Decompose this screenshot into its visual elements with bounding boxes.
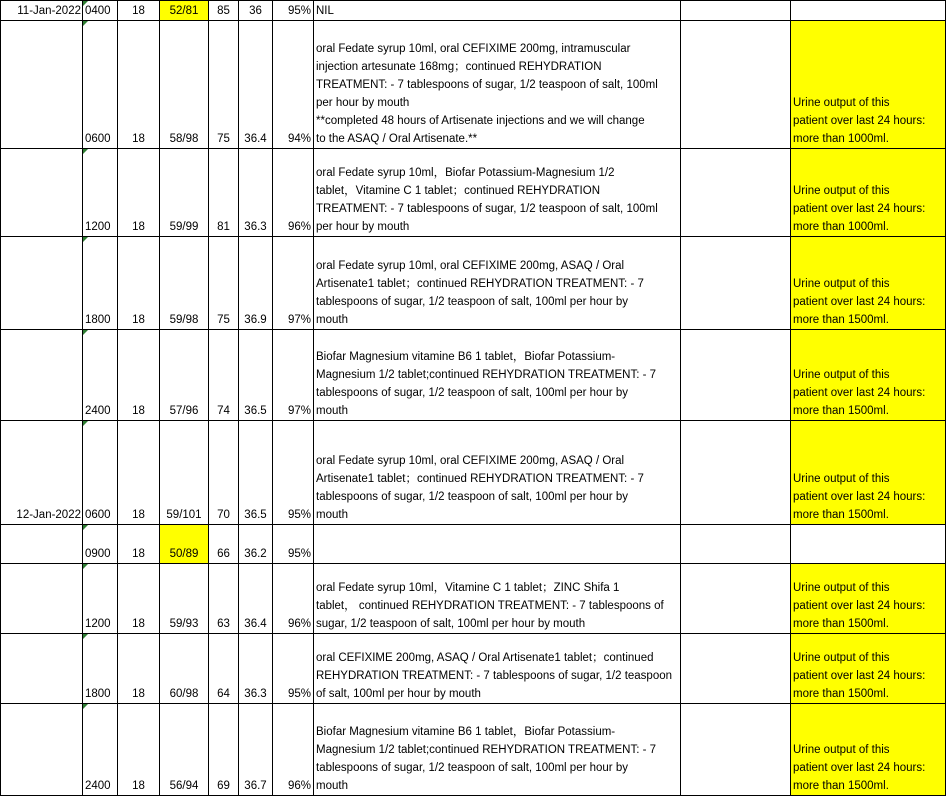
blood-pressure-cell[interactable]: 59/93 <box>160 564 209 634</box>
time-cell[interactable]: 1800 <box>83 237 118 330</box>
date-cell[interactable] <box>1 525 83 564</box>
error-indicator-icon <box>83 149 88 154</box>
medication-cell[interactable] <box>314 525 681 564</box>
blood-pressure-cell[interactable]: 59/101 <box>160 421 209 525</box>
heart-rate-cell[interactable]: 85 <box>209 1 239 21</box>
blood-pressure-cell[interactable]: 58/98 <box>160 21 209 149</box>
error-indicator-icon <box>83 21 88 26</box>
oxygen-saturation-cell[interactable]: 96% <box>273 149 314 237</box>
date-cell[interactable]: 12-Jan-2022 <box>1 421 83 525</box>
blood-pressure-cell[interactable]: 52/81 <box>160 1 209 21</box>
respiratory-rate-cell[interactable]: 18 <box>118 421 160 525</box>
heart-rate-cell[interactable]: 75 <box>209 237 239 330</box>
date-cell[interactable] <box>1 21 83 149</box>
empty-cell[interactable] <box>681 421 791 525</box>
time-cell[interactable]: 0900 <box>83 525 118 564</box>
respiratory-rate-cell[interactable]: 18 <box>118 564 160 634</box>
date-cell[interactable]: 11-Jan-2022 <box>1 1 83 21</box>
respiratory-rate-cell[interactable]: 18 <box>118 149 160 237</box>
table-row <box>1 704 946 796</box>
empty-cell[interactable] <box>681 564 791 634</box>
error-indicator-icon <box>83 525 88 530</box>
oxygen-saturation-cell[interactable]: 95% <box>273 1 314 21</box>
temperature-cell[interactable]: 36.2 <box>239 525 273 564</box>
time-cell[interactable]: 1800 <box>83 634 118 704</box>
respiratory-rate-cell[interactable]: 18 <box>118 704 160 796</box>
time-cell[interactable]: 1200 <box>83 564 118 634</box>
oxygen-saturation-cell[interactable]: 96% <box>273 564 314 634</box>
blood-pressure-cell[interactable]: 60/98 <box>160 634 209 704</box>
empty-cell[interactable] <box>681 149 791 237</box>
time-cell[interactable]: 0600 <box>83 421 118 525</box>
heart-rate-cell[interactable]: 81 <box>209 149 239 237</box>
date-cell[interactable] <box>1 237 83 330</box>
respiratory-rate-cell[interactable]: 18 <box>118 237 160 330</box>
urine-output-cell[interactable]: Urine output of this patient over last 24 hours: more than 1000ml. <box>791 149 946 237</box>
medication-cell[interactable]: oral Fedate syrup 10ml, oral CEFIXIME 200mg, ASAQ / Oral Artisenate1 tablet；continued REHYDRATION TREATMENT: - 7 tablespoons of sugar, 1/2 teaspoon of salt, 100ml per hour by mouth <box>314 421 681 525</box>
table-row <box>1 634 946 704</box>
error-indicator-icon <box>83 421 88 426</box>
time-cell[interactable]: 1200 <box>83 149 118 237</box>
vitals-table-body <box>1 1 946 796</box>
medication-cell[interactable]: oral Fedate syrup 10ml，Vitamine C 1 tablet；ZINC Shifa 1 tablet， continued REHYDRATION TREATMENT: - 7 tablespoons of sugar, 1/2 teaspoon of salt, 100ml per hour by mouth <box>314 564 681 634</box>
urine-output-cell[interactable] <box>791 1 946 21</box>
date-cell[interactable] <box>1 564 83 634</box>
urine-output-cell[interactable]: Urine output of this patient over last 24 hours: more than 1500ml. <box>791 421 946 525</box>
table-row <box>1 564 946 634</box>
empty-cell[interactable] <box>681 1 791 21</box>
temperature-cell[interactable]: 36.4 <box>239 21 273 149</box>
heart-rate-cell[interactable]: 66 <box>209 525 239 564</box>
oxygen-saturation-cell[interactable]: 97% <box>273 330 314 421</box>
date-cell[interactable] <box>1 704 83 796</box>
urine-output-cell[interactable] <box>791 525 946 564</box>
empty-cell[interactable] <box>681 525 791 564</box>
urine-output-cell[interactable]: Urine output of this patient over last 24 hours: more than 1500ml. <box>791 704 946 796</box>
blood-pressure-cell[interactable]: 59/99 <box>160 149 209 237</box>
error-indicator-icon <box>83 330 88 335</box>
table-row <box>1 21 946 149</box>
heart-rate-cell[interactable]: 69 <box>209 704 239 796</box>
date-cell[interactable] <box>1 330 83 421</box>
heart-rate-cell[interactable]: 74 <box>209 330 239 421</box>
medication-cell[interactable]: oral CEFIXIME 200mg, ASAQ / Oral Artisenate1 tablet；continued REHYDRATION TREATMENT: - 7 tablespoons of sugar, 1/2 teaspoon of salt, 100ml per hour by mouth <box>314 634 681 704</box>
table-row <box>1 525 946 564</box>
time-cell[interactable]: 2400 <box>83 330 118 421</box>
table-row <box>1 421 946 525</box>
oxygen-saturation-cell[interactable]: 95% <box>273 634 314 704</box>
temperature-cell[interactable]: 36.4 <box>239 564 273 634</box>
empty-cell[interactable] <box>681 330 791 421</box>
error-indicator-icon <box>83 704 88 709</box>
time-cell[interactable]: 2400 <box>83 704 118 796</box>
empty-cell[interactable] <box>681 634 791 704</box>
empty-cell[interactable] <box>681 237 791 330</box>
table-row <box>1 237 946 330</box>
empty-cell[interactable] <box>681 21 791 149</box>
heart-rate-cell[interactable]: 63 <box>209 564 239 634</box>
temperature-cell[interactable]: 36 <box>239 1 273 21</box>
error-indicator-icon <box>83 237 88 242</box>
blood-pressure-cell[interactable]: 50/89 <box>160 525 209 564</box>
time-cell[interactable]: 0600 <box>83 21 118 149</box>
blood-pressure-cell[interactable]: 59/98 <box>160 237 209 330</box>
temperature-cell[interactable]: 36.5 <box>239 330 273 421</box>
respiratory-rate-cell[interactable]: 18 <box>118 21 160 149</box>
temperature-cell[interactable]: 36.9 <box>239 237 273 330</box>
oxygen-saturation-cell[interactable]: 95% <box>273 421 314 525</box>
medication-cell[interactable]: oral Fedate syrup 10ml, oral CEFIXIME 200mg, ASAQ / Oral Artisenate1 tablet；continued REHYDRATION TREATMENT: - 7 tablespoons of sugar, 1/2 teaspoon of salt, 100ml per hour by mouth <box>314 237 681 330</box>
heart-rate-cell[interactable]: 64 <box>209 634 239 704</box>
temperature-cell[interactable]: 36.3 <box>239 634 273 704</box>
medication-cell[interactable]: NIL <box>314 1 681 21</box>
urine-output-cell[interactable]: Urine output of this patient over last 24 hours: more than 1500ml. <box>791 634 946 704</box>
blood-pressure-cell[interactable]: 56/94 <box>160 704 209 796</box>
date-cell[interactable] <box>1 634 83 704</box>
table-row <box>1 149 946 237</box>
medication-cell[interactable]: oral Fedate syrup 10ml, oral CEFIXIME 200mg, intramuscular injection artesunate 168mg；continued REHYDRATION TREATMENT: - 7 tablespoons of sugar, 1/2 teaspoon of salt, 100ml per hour by mouth **completed 48 hours of Artisenate injections and we will change to the ASAQ / Oral Artisenate.** <box>314 21 681 149</box>
blood-pressure-cell[interactable]: 57/96 <box>160 330 209 421</box>
table-row <box>1 1 946 21</box>
oxygen-saturation-cell[interactable]: 97% <box>273 237 314 330</box>
medication-cell[interactable]: oral Fedate syrup 10ml，Biofar Potassium-Magnesium 1/2 tablet，Vitamine C 1 tablet；continued REHYDRATION TREATMENT: - 7 tablespoons of sugar, 1/2 teaspoon of salt, 100ml per hour by mouth <box>314 149 681 237</box>
urine-output-cell[interactable]: Urine output of this patient over last 24 hours: more than 1500ml. <box>791 564 946 634</box>
medication-cell[interactable]: Biofar Magnesium vitamine B6 1 tablet，Biofar Potassium- Magnesium 1/2 tablet;continued REHYDRATION TREATMENT: - 7 tablespoons of sugar, 1/2 teaspoon of salt, 100ml per hour by mouth <box>314 330 681 421</box>
respiratory-rate-cell[interactable]: 18 <box>118 1 160 21</box>
heart-rate-cell[interactable]: 70 <box>209 421 239 525</box>
oxygen-saturation-cell[interactable]: 95% <box>273 525 314 564</box>
error-indicator-icon <box>83 634 88 639</box>
time-cell[interactable]: 0400 <box>83 1 118 21</box>
temperature-cell[interactable]: 36.5 <box>239 421 273 525</box>
respiratory-rate-cell[interactable]: 18 <box>118 634 160 704</box>
empty-cell[interactable] <box>681 704 791 796</box>
oxygen-saturation-cell[interactable]: 94% <box>273 21 314 149</box>
heart-rate-cell[interactable]: 75 <box>209 21 239 149</box>
medication-cell[interactable]: Biofar Magnesium vitamine B6 1 tablet，Biofar Potassium- Magnesium 1/2 tablet;continued REHYDRATION TREATMENT: - 7 tablespoons of sugar, 1/2 teaspoon of salt, 100ml per hour by mouth <box>314 704 681 796</box>
temperature-cell[interactable]: 36.3 <box>239 149 273 237</box>
error-indicator-icon <box>83 564 88 569</box>
respiratory-rate-cell[interactable]: 18 <box>118 330 160 421</box>
oxygen-saturation-cell[interactable]: 96% <box>273 704 314 796</box>
temperature-cell[interactable]: 36.7 <box>239 704 273 796</box>
urine-output-cell[interactable]: Urine output of this patient over last 24 hours: more than 1500ml. <box>791 330 946 421</box>
urine-output-cell[interactable]: Urine output of this patient over last 24 hours: more than 1000ml. <box>791 21 946 149</box>
respiratory-rate-cell[interactable]: 18 <box>118 525 160 564</box>
urine-output-cell[interactable]: Urine output of this patient over last 24 hours: more than 1500ml. <box>791 237 946 330</box>
table-row <box>1 330 946 421</box>
date-cell[interactable] <box>1 149 83 237</box>
error-indicator-icon <box>83 1 88 6</box>
